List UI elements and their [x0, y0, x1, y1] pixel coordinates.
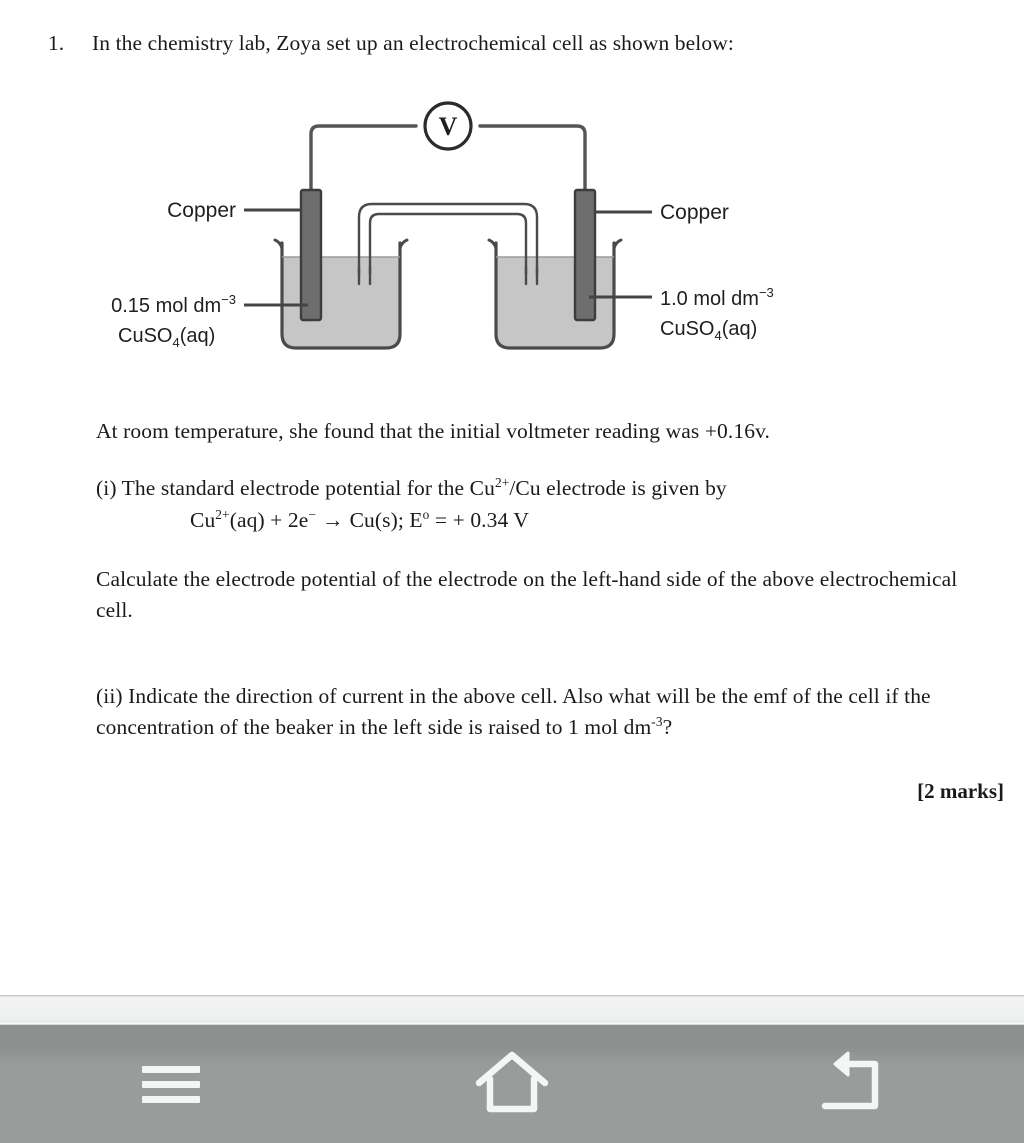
- equation-product: Cu(s); E: [349, 508, 423, 532]
- part-i-text: [96, 473, 996, 504]
- circuit-wire-right: [480, 126, 585, 192]
- circuit-wire-left: [311, 126, 416, 192]
- part-ii-text: [96, 681, 1021, 743]
- menu-icon: [142, 1058, 200, 1111]
- part-i-suffix: /Cu electrode is given by: [509, 476, 727, 500]
- question-block: [48, 28, 988, 58]
- app-toolbar-strip: [0, 995, 1024, 1025]
- part-ii-line1: (ii) Indicate the direction of current in the above cell. Also what will be the emf of the: [96, 684, 843, 708]
- right-solution-conc-label: 1.0 mol $dm^{-3}$: [660, 285, 774, 310]
- back-button[interactable]: [683, 1025, 1024, 1143]
- equation-reactant-rest: (aq) + 2e: [229, 508, 309, 532]
- marks-badge: [2 marks]: [917, 779, 1004, 803]
- left-solution-formula-label: CuSO$_4$(aq): [118, 325, 216, 350]
- equation-value: = + 0.34 V: [429, 508, 530, 532]
- half-equation: [190, 505, 990, 536]
- menu-button[interactable]: [0, 1025, 341, 1143]
- left-beaker-solution: [282, 257, 400, 347]
- electrochemical-cell-diagram: [96, 92, 796, 380]
- right-electrode: [575, 190, 595, 320]
- equation-electron-charge: −: [308, 506, 316, 522]
- equation-species: Cu: [190, 508, 216, 532]
- left-electrode: [301, 190, 321, 320]
- question-number: 1.: [48, 31, 65, 55]
- left-beaker-rim-right: [400, 240, 407, 248]
- part-ii-line2-post: ?: [662, 715, 673, 739]
- part-ii-line2-superscript: -3: [651, 713, 663, 729]
- right-beaker-rim-left: [489, 240, 496, 248]
- home-icon: [473, 1047, 551, 1121]
- room-temperature-note: At room temperature, she found that the initial voltmeter reading was +0.16v.: [96, 419, 770, 443]
- left-beaker-rim-left: [275, 240, 282, 248]
- question-stem-row: [48, 28, 988, 58]
- right-copper-label: Copper: [660, 201, 729, 224]
- part-ii-line2-pre: cell if the concentration of the beaker in the left side is raised to 1 mol dm: [96, 684, 931, 739]
- right-beaker-rim-right: [614, 240, 621, 248]
- right-beaker-solution: [496, 257, 614, 347]
- back-icon: [815, 1048, 891, 1120]
- equation-product-superscript: o: [422, 506, 430, 522]
- home-button[interactable]: [341, 1025, 682, 1143]
- question-stem-text: In the chemistry lab, Zoya set up an electrochemical cell as shown below:: [92, 31, 734, 55]
- part-i-superscript: 2+: [494, 474, 510, 490]
- left-solution-conc-label: 0.15 mol $dm^{-3}$: [111, 292, 236, 317]
- right-solution-formula-label: CuSO$_4$(aq): [660, 318, 758, 343]
- android-navigation-bar: [0, 1025, 1024, 1143]
- equation-arrow: →: [322, 508, 344, 532]
- calculate-instruction: Calculate the electrode potential of the electrode on the left-hand side of the above electrochemical cell.: [96, 567, 958, 622]
- part-i-prefix: (i) The standard electrode potential for the Cu: [96, 476, 495, 500]
- voltmeter-symbol: V: [438, 112, 458, 141]
- equation-species-charge: 2+: [215, 506, 230, 522]
- left-copper-label: Copper: [167, 199, 236, 222]
